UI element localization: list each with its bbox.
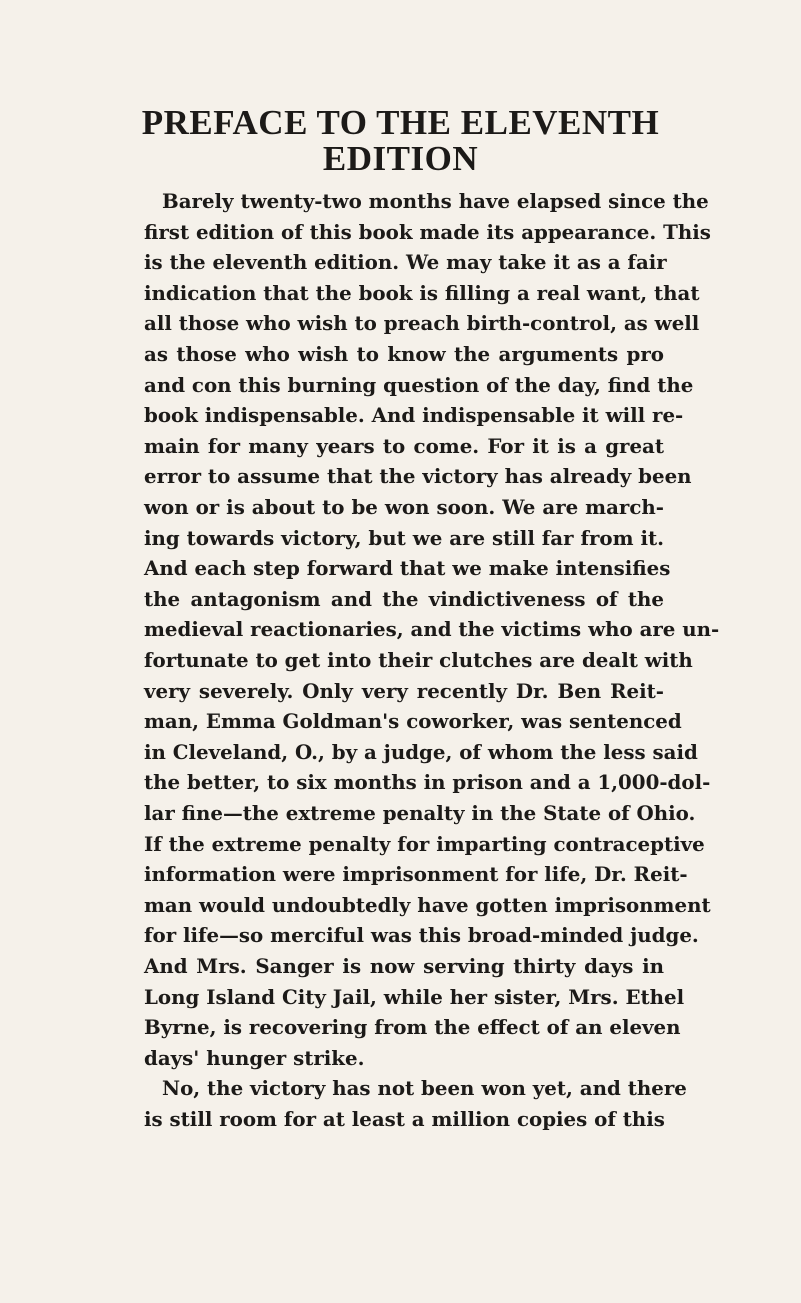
text-line: for life—so merciful was this broad-minded judge.: [144, 923, 699, 948]
text-line: information were imprisonment for life, Dr. Reit-: [144, 862, 688, 887]
text-line: No, the victory has not been won yet, and there: [162, 1076, 687, 1101]
text-line: very severely. Only very recently Dr. Ben Reit-: [144, 678, 664, 703]
text-line: first edition of this book made its appearance. This: [144, 219, 711, 244]
text-line: in Cleveland, O., by a judge, of whom the less said: [144, 739, 698, 764]
text-line: man, Emma Goldman's coworker, was sentenced: [144, 709, 682, 734]
text-line: main for many years to come. For it is a great: [144, 433, 664, 458]
text-line: is the eleventh edition. We may take it as a fair: [144, 250, 667, 275]
text-line: ing towards victory, but we are still far from it.: [144, 525, 664, 550]
text-line: Byrne, is recovering from the effect of an eleven: [144, 1015, 681, 1040]
text-line: indication that the book is filling a real want, that: [144, 280, 700, 305]
text-line: the antagonism and the vindictiveness of the: [144, 586, 664, 611]
text-line: lar fine—the extreme penalty in the State of Ohio.: [144, 801, 696, 825]
text-line: days' hunger strike.: [144, 1045, 365, 1070]
text-line: book indispensable. And indispensable it will re-: [144, 403, 684, 428]
text-line: man would undoubtedly have gotten imprisonment: [144, 892, 711, 917]
text-line: If the extreme penalty for imparting contraceptive: [144, 831, 705, 856]
text-line: And each step forward that we make intensifies: [144, 556, 671, 581]
text-line: error to assume that the victory has already been: [144, 464, 692, 489]
text-line: won or is about to be won soon. We are march-: [144, 495, 664, 519]
text-line: fortunate to get into their clutches are dealt with: [144, 648, 693, 672]
text-line: is still room for at least a million copies of this: [144, 1107, 665, 1131]
page-title-line-2: EDITION: [322, 139, 479, 178]
text-line: medieval reactionaries, and the victims who are un-: [144, 617, 720, 642]
text-line: all those who wish to preach birth-control, as well: [144, 311, 700, 336]
text-line: Barely twenty-two months have elapsed since the: [162, 189, 709, 213]
text-line: Long Island City Jail, while her sister, Mrs. Ethel: [144, 984, 685, 1009]
text-line: the better, to six months in prison and a 1,000-dol-: [144, 770, 711, 795]
page-title-line-1: PREFACE TO THE ELEVENTH: [141, 103, 660, 142]
text-line: And Mrs. Sanger is now serving thirty days in: [144, 954, 664, 978]
text-line: and con this burning question of the day, find the: [144, 372, 694, 397]
text-line: as those who wish to know the arguments pro: [144, 342, 664, 366]
